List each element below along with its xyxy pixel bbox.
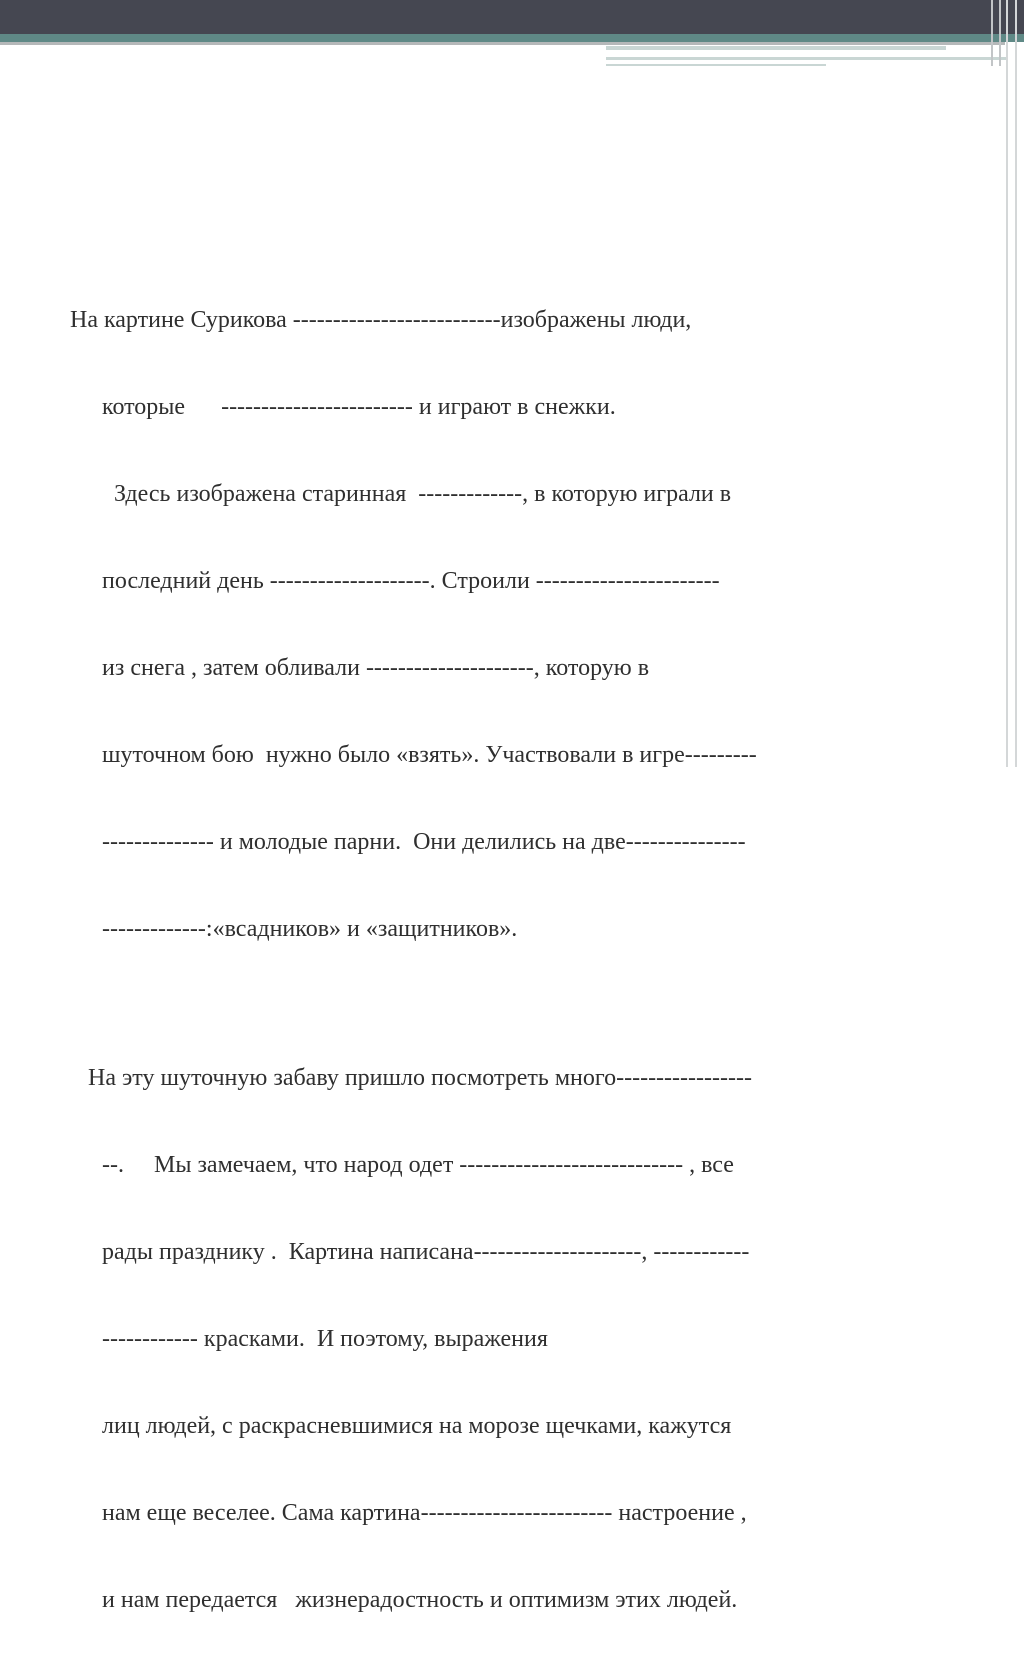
decorative-stripe	[606, 57, 1006, 60]
paragraph-line: Здесь изображена старинная -------------, в которую играли в	[102, 481, 732, 507]
paragraph-line: и нам передается жизнерадостность и оптимизм этих людей.	[102, 1587, 738, 1613]
paragraph-line: лиц людей, с раскрасневшимися на морозе щечками, кажутся	[102, 1413, 732, 1439]
paragraph-line: На эту шуточную забаву пришло посмотреть много-----------------	[88, 1065, 752, 1091]
divider-line	[0, 42, 1005, 45]
paragraph-1	[70, 248, 970, 1002]
paragraph-line: из снега , затем обливали ---------------------, которую в	[102, 655, 650, 681]
decorative-stripe	[606, 64, 826, 66]
paragraph-line: ------------ красками. И поэтому, выражения	[102, 1326, 548, 1352]
paragraph-line: На картине Сурикова --------------------------изображены люди,	[70, 307, 692, 333]
header-bar	[0, 0, 1024, 34]
decorative-stripe	[606, 46, 946, 50]
decorative-vertical-line	[999, 0, 1001, 66]
paragraph-line: -------------:«всадников» и «защитников».	[102, 916, 518, 942]
paragraph-line: последний день --------------------. Строили -----------------------	[102, 568, 720, 594]
decorative-vertical-line	[991, 0, 993, 66]
accent-stripe	[0, 34, 1024, 42]
paragraph-line: --. Мы замечаем, что народ одет ---------------------------- , все	[102, 1152, 734, 1178]
paragraph-line: которые ------------------------ и играют в снежки.	[102, 394, 616, 420]
slide-body	[70, 248, 970, 1673]
paragraph-2	[88, 1006, 970, 1673]
paragraph-line: рады празднику . Картина написана---------------------, ------------	[102, 1239, 750, 1265]
paragraph-line: -------------- и молодые парни. Они делились на две---------------	[102, 829, 746, 855]
decorative-vertical-line	[1015, 0, 1017, 767]
paragraph-line: шуточном бою нужно было «взять». Участвовали в игре---------	[102, 742, 757, 768]
decorative-vertical-line	[1006, 0, 1008, 767]
paragraph-line: нам еще веселее. Сама картина------------------------ настроение ,	[102, 1500, 747, 1526]
